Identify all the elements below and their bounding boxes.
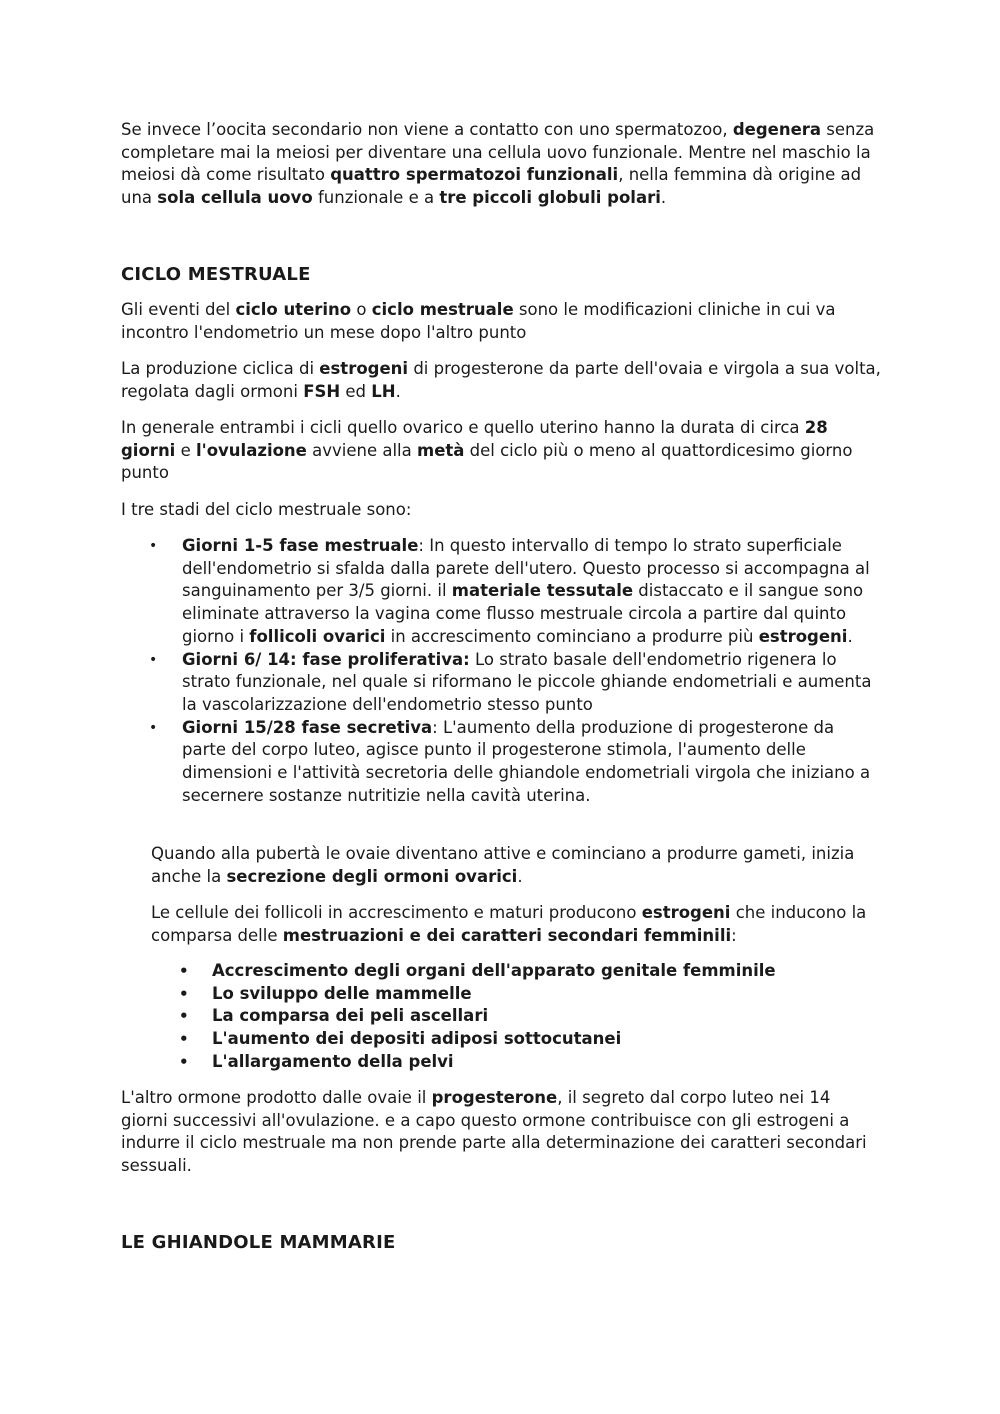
paragraph-puberta: Quando alla pubertà le ovaie diventano attive e cominciano a produrre gameti, inizia anche la secrezione degli ormoni ovarici.	[151, 844, 855, 886]
intro-paragraph: Se invece l’oocita secondario non viene a contatto con uno spermatozoo, degenera senza completare mai la meiosi per diventare una cellula uovo funzionale. Mentre nel maschio la meiosi dà come risultato quattro spermatozoi funzionali, nella femmina dà origine ad una sola cellula uovo funzionale e a tre piccoli globuli polari.	[121, 120, 875, 208]
list-item-trait: • Accrescimento degli organi dell'apparato genitale femminile	[151, 960, 881, 983]
bullet-icon: •	[179, 984, 189, 1003]
traits-list	[151, 960, 881, 1074]
list-item-stage: • Giorni 1-5 fase mestruale: In questo intervallo di tempo lo strato superficiale dell'endometrio si sfalda dalla parete dell'utero. Questo processo si accompagna al sanguinamento per 3/5 giorni. il materiale tessutale distaccato e il sangue sono eliminate attraverso la vagina come flusso mestruale circola a partire dal quinto giorno i follicoli ovarici in accrescimento cominciano a produrre più estrogeni.	[149, 536, 870, 646]
bullet-icon: •	[179, 1007, 189, 1026]
list-item-stage: • Giorni 15/28 fase secretiva: L'aumento della produzione di progesterone da parte del corpo luteo, agisce punto il progesterone stimola, l'aumento delle dimensioni e l'attività secretoria delle ghiandole endometriali virgola che iniziano a secernere sostanze nutritizie nella cavità uterina.	[149, 717, 871, 805]
paragraph-tre-stadi: I tre stadi del ciclo mestruale sono:	[121, 500, 412, 519]
paragraph-durata-ciclo: In generale entrambi i cicli quello ovarico e quello uterino hanno la durata di circa 28 giorni e l'ovulazione avviene alla metà del ciclo più o meno al quattordicesimo giorno punto	[121, 418, 853, 483]
paragraph-progesterone: L'altro ormone prodotto dalle ovaie il progesterone, il segreto dal corpo luteo nei 14 giorni successivi all'ovulazione. e a capo questo ormone contribuisce con gli estrogeni a indurre il ciclo mestruale ma non prende parte alla determinazione dei caratteri secondari sessuali.	[121, 1088, 867, 1176]
bullet-icon: •	[179, 1052, 189, 1071]
paragraph-follicoli: Le cellule dei follicoli in accrescimento e maturi producono estrogeni che inducono la comparsa delle mestruazioni e dei caratteri secondari femminili:	[151, 903, 867, 945]
list-item-stage: • Giorni 6/ 14: fase proliferativa: Lo strato basale dell'endometrio rigenera lo strato funzionale, nel quale si riformano le piccole ghiande endometriali e aumenta la vascolarizzazione dell'endometrio stesso punto	[149, 649, 872, 714]
list-item-trait: • L'allargamento della pelvi	[151, 1051, 881, 1074]
bullet-icon: •	[149, 651, 158, 668]
list-item-trait: • La comparsa dei peli ascellari	[151, 1005, 881, 1028]
list-item-trait: • Lo sviluppo delle mammelle	[151, 983, 881, 1006]
paragraph-ciclo-uterino: Gli eventi del ciclo uterino o ciclo mestruale sono le modificazioni cliniche in cui va incontro l'endometrio un mese dopo l'altro punto	[121, 300, 836, 342]
bullet-icon: •	[149, 719, 158, 736]
bullet-icon: •	[149, 538, 158, 554]
bullet-icon: •	[179, 962, 189, 980]
paragraph-produzione-ciclica: La produzione ciclica di estrogeni di progesterone da parte dell'ovaia e virgola a sua volta, regolata dagli ormoni FSH ed LH.	[121, 359, 881, 401]
list-item-trait: • L'aumento dei depositi adiposi sottocutanei	[151, 1028, 881, 1051]
heading-ciclo-mestruale: CICLO MESTRUALE	[121, 264, 311, 285]
stages-list	[121, 535, 881, 807]
heading-ghiandole-mammarie: LE GHIANDOLE MAMMARIE	[121, 1232, 396, 1253]
bullet-icon: •	[179, 1030, 189, 1049]
